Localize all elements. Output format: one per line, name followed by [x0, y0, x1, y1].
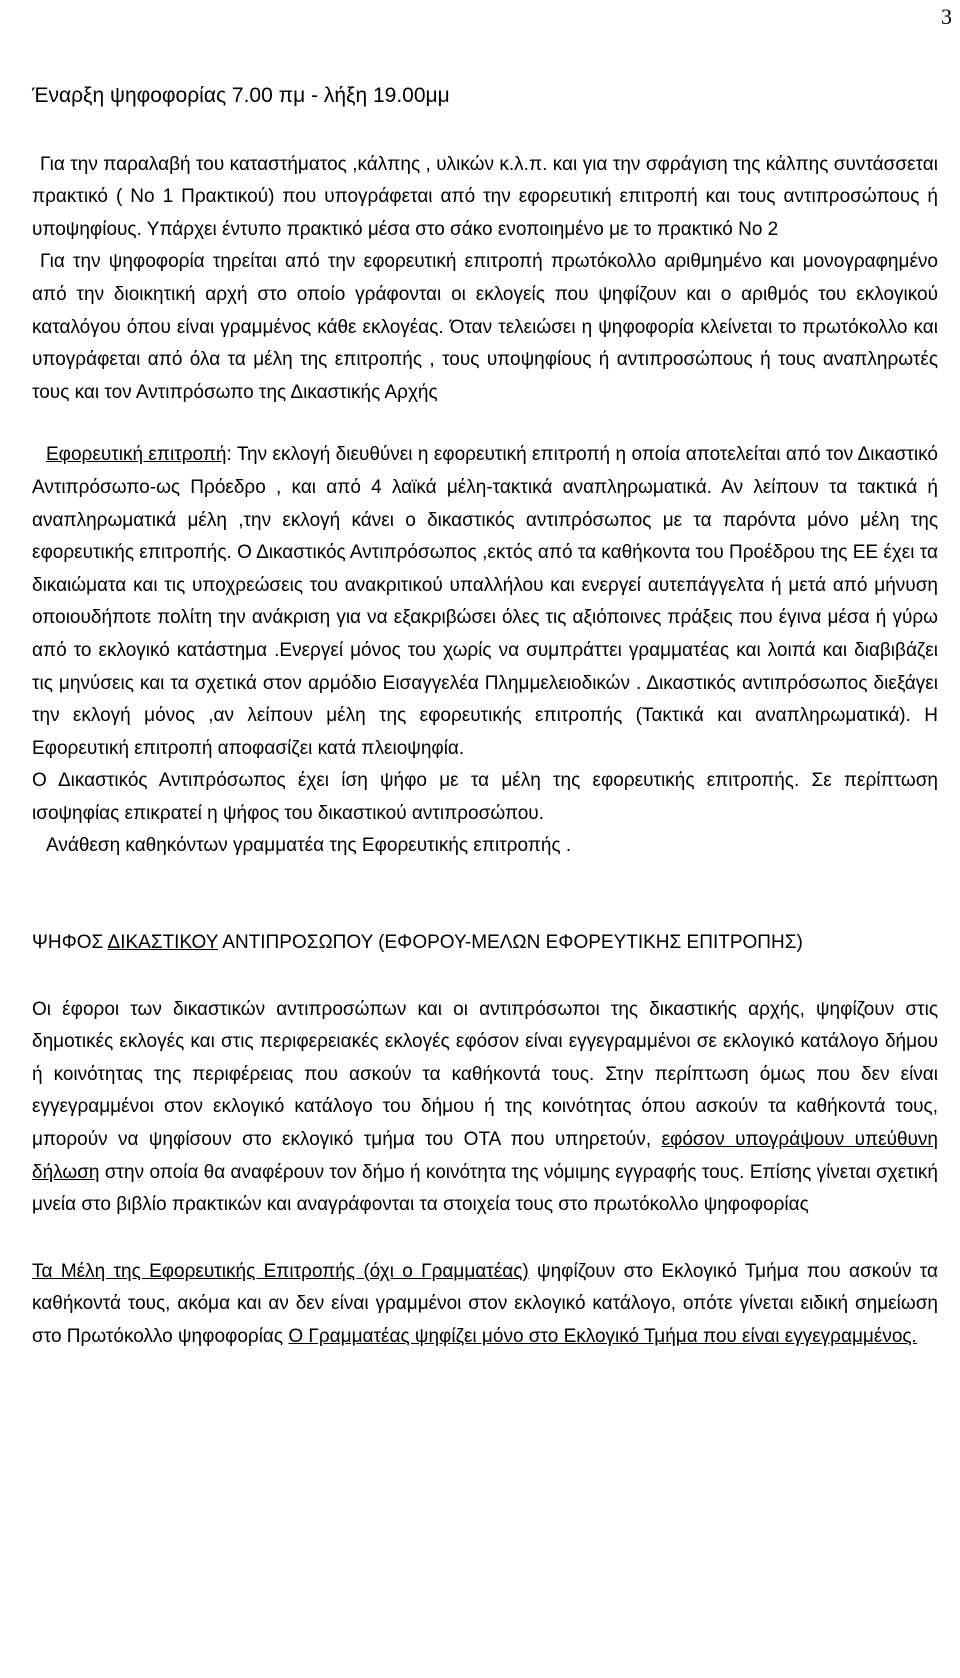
paragraph-register	[32, 246, 938, 409]
section-title-part-1: ΨΗΦΟΣ	[32, 932, 108, 954]
section-title	[32, 927, 938, 960]
paragraph-committee	[32, 439, 938, 765]
register-text-2: αριθμημένο και μονογραφημένο από την διοικητική αρχή στο οποίο γράφονται οι εκλογείς που ψηφίζουν και ο αριθμός του εκλογικού καταλόγου όπου είναι γραμμένος κάθε εκλογέας. Όταν τελειώσει η ψηφοφορία κλείνεται το πρωτόκολλο και υπογράφεται από όλα τα μέλη της επιτροπής , τους υποψηφίους ή αντιπροσώπους ή τους αναπληρωτές τους και τον Αντιπρόσωπο της Δικαστικής Αρχής	[32, 251, 938, 403]
paragraph-receipt	[32, 149, 938, 247]
members-heading: Τα Μέλη της Εφορευτικής Επιτροπής (όχι ο Γραμματέας)	[32, 1260, 529, 1282]
section-title-underlined: ΔΙΚΑΣΤΙΚΟΥ	[107, 932, 219, 954]
voters-text-2: στην οποία θα αναφέρουν τον δήμο ή κοινότητα της νόμιμης εγγραφής τους. Επίσης γίνεται σχετική μνεία στο βιβλίο πρακτικών και αναγράφονται τα στοιχεία τους στο πρωτόκολλο ψηφοφορίας	[32, 1161, 938, 1216]
voters-text-1: Οι έφοροι των δικαστικών αντιπροσώπων και οι αντιπρόσωποι της δικαστικής αρχής, ψηφίζουν στις δημοτικές εκλογές και στις περιφερειακές εκλογές εφόσον είναι εγγεγραμμένοι σε εκλογικό κατάλογο δήμου ή κοινότητας της περιφέρειας που ασκούν τα καθήκοντά τους. Στην περίπτωση όμως που δεν είναι εγγεγραμμένοι στον εκλογικό κατάλογο του δήμου ή της κοινότητας όπου ασκούν τα καθήκοντά τους, μπορούν να ψηφίσουν στο εκλογικό τμήμα του ΟΤΑ που υπηρετούν,	[32, 998, 938, 1151]
register-text-1: Για την ψηφοφορία τηρείται από την εφορευτική επιτροπή	[40, 251, 551, 273]
voters-declaration: εφόσον υπογράψουν υπεύθυνη δήλωση	[32, 1129, 938, 1183]
paragraph-equal-vote: Ο Δικαστικός Αντιπρόσωπος έχει ίση ψήφο με τα μέλη της εφορευτικής επιτροπής. Σε περίπτωση ισοψηφίας επικρατεί η ψήφος του δικαστικού αντιπροσώπου.	[32, 770, 938, 824]
paragraph-secretary: Ανάθεση καθηκόντων γραμματέα της Εφορευτικής επιτροπής .	[46, 835, 572, 857]
committee-text: : Την εκλογή διευθύνει η εφορευτική επιτροπή η οποία αποτελείται από τον Δικαστικό Αντιπρόσωπο-ως Πρόεδρο , και από 4 λαϊκά μέλη-τακτικά αναπληρωματικά. Αν λείπουν τα τακτικά ή αναπληρωματικά μέλη ,την εκλογή κάνει ο δικαστικός αντιπρόσωπος με τα παρόντα μόνο μέλη της εφορευτικής επιτροπής. Ο Δικαστικός Αντιπρόσωπος ,εκτός από τα καθήκοντα του Προέδρου της ΕΕ έχει τα δικαιώματα και τις υποχρεώσεις του ανακριτικού υπαλλήλου και ενεργεί αυτεπάγγελτα ή μετά από μήνυση οποιουδήποτε πολίτη την ανάκριση για να εξακριβώσει όλες τις αξιόποινες πράξεις που έγινα μέσα ή γύρω από το εκλογικό κατάστημα .Ενεργεί μόνος του χωρίς να συμπράττει γραμματέας και λοιπά και διαβιβάζει τις μηνύσεις και τα σχετικά στον αρμόδιο Εισαγγελέα Πλημμελειοδικών . Δικαστικός αντιπρόσωπος διεξάγει την εκλογή μόνος ,αν λείπουν μέλη της εφορευτικής επιτροπής (Τακτικά και αναπληρωματικά). Η Εφορευτική επιτροπή αποφασίζει κατά πλειοψηφία.	[32, 444, 938, 759]
section-title-part-2: ΑΝΤΙΠΡΟΣΩΠΟΥ (ΕΦΟΡΟΥ-ΜΕΛΩΝ ΕΦΟΡΕΥΤΙΚΗΣ ΕΠΙΤΡΟΠΗΣ)	[218, 932, 803, 954]
document-body	[32, 80, 938, 1354]
register-keyword: πρωτόκολλο	[550, 251, 657, 273]
receipt-text-2: ) που υπογράφεται από την εφορευτική επιτροπή και τους αντιπροσώπους ή υποψηφίους. Υπάρχει έντυπο πρακτικό μέσα στο σάκο ενοποιημένο με το πρακτικό Νο 2	[32, 186, 938, 240]
paragraph-members	[32, 1256, 938, 1354]
committee-term: Εφορευτική επιτροπή	[46, 444, 227, 466]
page-number: 3	[941, 4, 952, 29]
paragraph-voters	[32, 994, 938, 1222]
receipt-ref-minutes: Νο 1 Πρακτικού	[130, 186, 269, 208]
members-text: ψηφίζουν στο Εκλογικό Τμήμα που ασκούν τα καθήκοντά τους, ακόμα και αν δεν είναι γραμμένοι στον εκλογικό κατάλογο, οπότε γίνεται ειδική σημείωση στο Πρωτόκολλο ψηφοφορίας	[32, 1260, 939, 1347]
receipt-text-1: Για την παραλαβή του καταστήματος ,κάλπης , υλικών κ.λ.π. και για την σφράγιση της κάλπης συντάσσεται πρακτικό (	[32, 153, 938, 208]
members-secretary-note: Ο Γραμματέας ψηφίζει μόνο στο Εκλογικό Τμήμα που είναι εγγεγραμμένος.	[288, 1326, 917, 1347]
voting-hours-heading: Έναρξη ψηφοφορίας 7.00 πμ - λήξη 19.00μμ	[32, 84, 450, 107]
